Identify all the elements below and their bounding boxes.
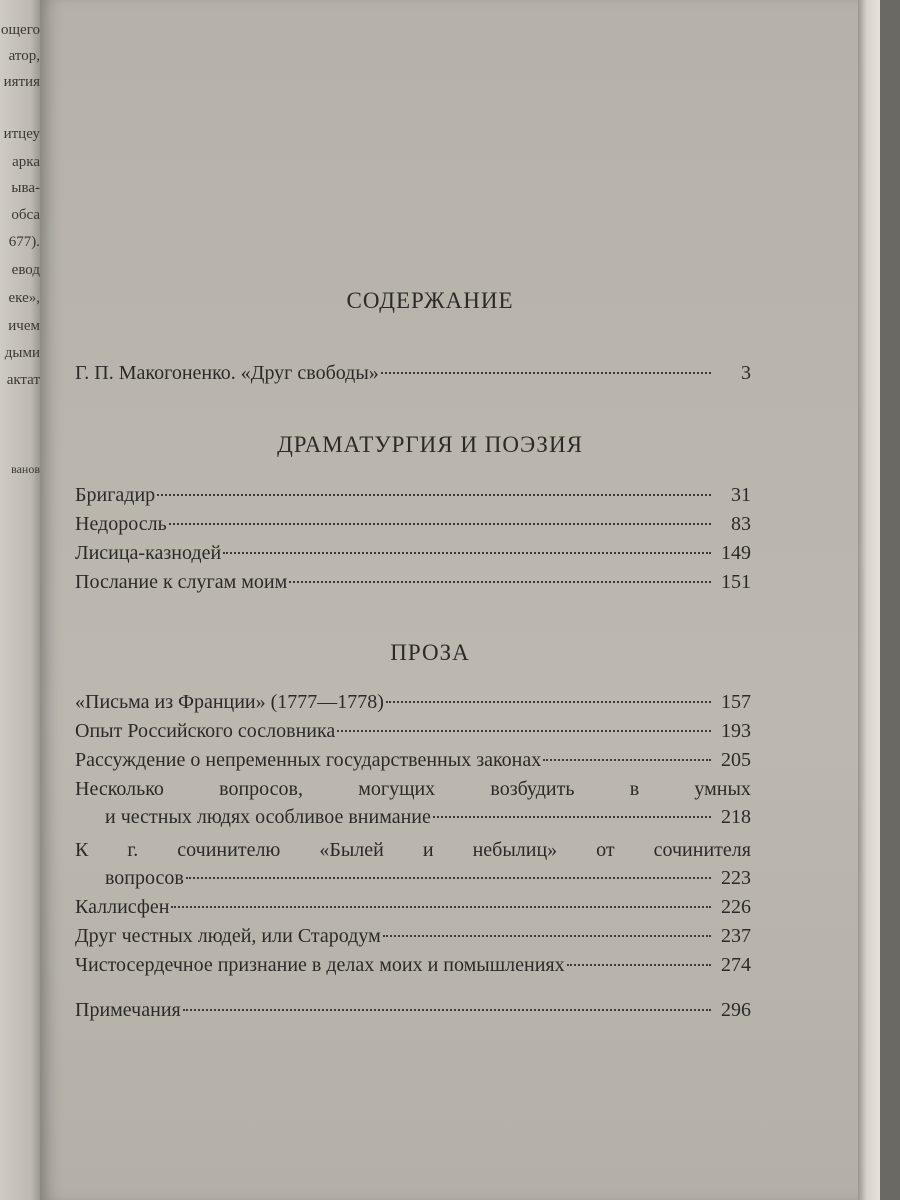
dot-leader [289,581,711,583]
toc-entry-title: Послание к слугам моим [75,571,288,593]
margin-fragment: атор, [8,48,40,64]
toc-page-number: 296 [721,999,751,1021]
word: в [629,778,640,800]
toc-page-number: 151 [721,571,751,593]
toc-entry [75,539,751,567]
toc-entry-title: «Письма из Франции» (1777—1778) [75,691,384,713]
margin-fragment: ванов [11,462,40,476]
word: сочинителю [177,839,281,861]
margin-fragment: евод [11,262,40,278]
toc-entry-first-line [75,836,751,864]
dot-leader [381,372,711,374]
word: от [596,839,615,861]
toc-entry-title: Опыт Российского сословника [75,720,336,742]
toc-entry-title: Недоросль [75,513,167,535]
toc-entry-multiline [75,775,751,831]
section-heading-drama: ДРАМАТУРГИЯ И ПОЭЗИЯ [277,432,583,457]
margin-fragment: ичем [8,318,40,334]
toc-page-number: 226 [721,896,751,918]
toc-entry [75,510,751,538]
margin-fragment: обса [11,207,40,223]
toc-entry-title: Бригадир [75,484,156,506]
word: умных [694,778,751,800]
word: вопросов, [219,778,303,800]
word: могущих [358,778,436,800]
toc-entry-title: Друг честных людей, или Стародум [75,925,381,947]
dot-leader [169,523,711,525]
word: Несколько [75,778,164,800]
toc-page-number: 31 [731,484,751,506]
page-right-edge [858,0,880,1200]
previous-page-edge [0,0,44,1200]
dot-leader [386,701,711,703]
word: «Былей [319,839,384,861]
margin-fragment: арка [12,154,40,170]
toc-entry-title: Рассуждение о непременных государственных законах [75,749,542,771]
toc-page-number: 157 [721,691,751,713]
toc-page-number: 218 [721,806,751,828]
contents-title: СОДЕРЖАНИЕ [346,288,514,313]
toc-entry-title: Чистосердечное признание в делах моих и помышлениях [75,954,565,976]
toc-entry-title-continued: вопросов [105,867,184,889]
section-heading-prose: ПРОЗА [390,640,470,665]
word: возбудить [490,778,575,800]
margin-fragment: ыва- [11,180,40,196]
dot-leader [186,877,711,879]
toc-page-number: 83 [731,513,751,535]
toc-entry [75,746,751,774]
toc-entry-title: Г. П. Макогоненко. «Друг свободы» [75,362,379,384]
toc-entry [75,951,751,979]
margin-fragment: дыми [4,345,40,361]
dot-leader [337,730,711,732]
toc-page-number: 274 [721,954,751,976]
toc-entry-notes [75,996,751,1024]
dot-leader [433,816,711,818]
word: и [422,839,434,861]
margin-fragment: актат [6,372,40,388]
toc-page-number: 3 [741,362,751,384]
toc-entry-title-continued: и честных людях особливое внимание [105,806,431,828]
toc-entry [75,568,751,596]
margin-fragment: еке», [8,290,40,306]
dot-leader [157,494,711,496]
dot-leader [183,1009,711,1011]
toc-entry [75,922,751,950]
toc-page-number: 205 [721,749,751,771]
toc-entry-title: Лисица-казнодей [75,542,222,564]
toc-entry-title: Каллисфен [75,896,170,918]
margin-fragment: итцеу [3,126,40,142]
word: К [75,839,89,861]
toc-entry [75,893,751,921]
contents-page [40,0,880,1200]
toc-entry-multiline [75,836,751,892]
margin-fragment: ощего [1,22,40,38]
dot-leader [543,759,711,761]
toc-page-number: 193 [721,720,751,742]
word: сочинителя [653,839,751,861]
toc-page-number: 237 [721,925,751,947]
dot-leader [171,906,711,908]
dot-leader [567,964,711,966]
margin-fragment: 677). [8,234,40,250]
margin-fragment: иятия [3,74,40,90]
toc-entry [75,481,751,509]
toc-entry [75,717,751,745]
dot-leader [223,552,711,554]
toc-page-number: 149 [721,542,751,564]
toc-entry [75,688,751,716]
toc-entry-intro [75,359,751,387]
toc-page-number: 223 [721,867,751,889]
word: г. [127,839,139,861]
dot-leader [383,935,711,937]
toc-entry-first-line [75,775,751,803]
toc-entry-title: Примечания [75,999,181,1021]
word: небылиц» [472,839,558,861]
